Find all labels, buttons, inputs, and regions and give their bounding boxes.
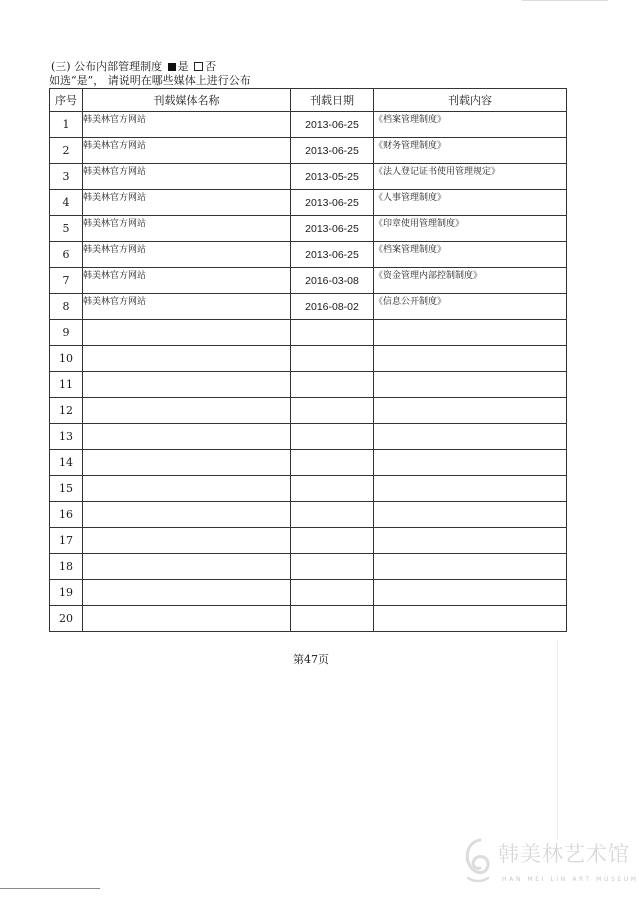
cell-media-name	[83, 580, 291, 606]
cell-publish-date	[291, 320, 374, 346]
table-body	[50, 112, 567, 632]
no-option-label: 否	[205, 60, 217, 73]
cell-publish-date: 2016-03-08	[291, 268, 374, 294]
cell-serial: 9	[50, 320, 83, 346]
cell-media-name	[83, 606, 291, 632]
column-header-date: 刊载日期	[291, 89, 374, 112]
cell-media-name: 韩美林官方网站	[83, 138, 291, 164]
cell-serial: 6	[50, 242, 83, 268]
cell-publish-content: 《人事管理制度》	[374, 190, 567, 216]
cell-serial: 4	[50, 190, 83, 216]
publication-table	[49, 88, 567, 632]
cell-serial: 5	[50, 216, 83, 242]
cell-media-name	[83, 528, 291, 554]
column-header-serial: 序号	[50, 89, 83, 112]
disclosure-question	[51, 60, 251, 74]
cell-publish-date: 2016-08-02	[291, 294, 374, 320]
cell-serial: 14	[50, 450, 83, 476]
cell-publish-content	[374, 424, 567, 450]
cell-serial: 15	[50, 476, 83, 502]
table-row	[50, 424, 567, 450]
table-row	[50, 528, 567, 554]
cell-publish-content: 《档案管理制度》	[374, 242, 567, 268]
cell-publish-content	[374, 398, 567, 424]
table-header-row	[50, 89, 567, 112]
table-row	[50, 476, 567, 502]
section-header	[49, 60, 251, 88]
cell-media-name	[83, 424, 291, 450]
cell-media-name: 韩美林官方网站	[83, 112, 291, 138]
table-row	[50, 190, 567, 216]
cell-publish-date: 2013-06-25	[291, 112, 374, 138]
column-header-media: 刊载媒体名称	[83, 89, 291, 112]
table-row	[50, 450, 567, 476]
swirl-logo-icon	[460, 834, 496, 886]
cell-media-name	[83, 372, 291, 398]
cell-serial: 7	[50, 268, 83, 294]
table-row	[50, 606, 567, 632]
cell-publish-date	[291, 606, 374, 632]
cell-serial: 18	[50, 554, 83, 580]
cell-media-name	[83, 502, 291, 528]
table-row	[50, 242, 567, 268]
cell-publish-date	[291, 372, 374, 398]
checkbox-no-empty-icon	[194, 62, 203, 71]
museum-watermark	[460, 828, 639, 894]
cell-serial: 10	[50, 346, 83, 372]
cell-publish-content	[374, 450, 567, 476]
cell-publish-date	[291, 502, 374, 528]
cell-publish-date: 2013-06-25	[291, 216, 374, 242]
cell-media-name	[83, 346, 291, 372]
cell-media-name: 韩美林官方网站	[83, 268, 291, 294]
table-row	[50, 294, 567, 320]
cell-publish-content: 《资金管理内部控制制度》	[374, 268, 567, 294]
cell-publish-date	[291, 476, 374, 502]
cell-publish-content: 《印章使用管理制度》	[374, 216, 567, 242]
cell-publish-date: 2013-06-25	[291, 138, 374, 164]
cell-media-name: 韩美林官方网站	[83, 242, 291, 268]
cell-publish-date	[291, 554, 374, 580]
cell-publish-date: 2013-06-25	[291, 190, 374, 216]
checkbox-yes-checked-icon	[168, 63, 176, 71]
cell-publish-content	[374, 502, 567, 528]
cell-publish-date	[291, 424, 374, 450]
table-row	[50, 346, 567, 372]
cell-media-name: 韩美林官方网站	[83, 216, 291, 242]
table-row	[50, 580, 567, 606]
scan-edge-line-bottom	[0, 888, 100, 889]
disclosure-question-label: (三) 公布内部管理制度	[51, 60, 163, 73]
cell-serial: 19	[50, 580, 83, 606]
table-row	[50, 164, 567, 190]
cell-publish-date	[291, 346, 374, 372]
cell-serial: 1	[50, 112, 83, 138]
cell-publish-content	[374, 372, 567, 398]
cell-publish-content	[374, 320, 567, 346]
yes-option-label: 是	[177, 60, 189, 73]
cell-publish-date	[291, 528, 374, 554]
cell-media-name	[83, 320, 291, 346]
cell-publish-content	[374, 554, 567, 580]
column-header-content: 刊载内容	[374, 89, 567, 112]
cell-publish-content	[374, 606, 567, 632]
cell-serial: 11	[50, 372, 83, 398]
scan-edge-line-right	[557, 640, 558, 840]
cell-media-name	[83, 398, 291, 424]
cell-serial: 12	[50, 398, 83, 424]
cell-media-name	[83, 554, 291, 580]
cell-publish-date	[291, 450, 374, 476]
cell-media-name	[83, 450, 291, 476]
cell-publish-date	[291, 580, 374, 606]
cell-serial: 8	[50, 294, 83, 320]
watermark-name-cn: 韩美林艺术馆	[498, 842, 630, 866]
cell-publish-content	[374, 476, 567, 502]
cell-serial: 2	[50, 138, 83, 164]
cell-publish-content	[374, 528, 567, 554]
cell-media-name	[83, 476, 291, 502]
cell-publish-content	[374, 346, 567, 372]
cell-media-name: 韩美林官方网站	[83, 294, 291, 320]
cell-publish-date: 2013-06-25	[291, 242, 374, 268]
table-row	[50, 502, 567, 528]
page-number: 第47页	[293, 653, 329, 666]
cell-serial: 20	[50, 606, 83, 632]
cell-serial: 17	[50, 528, 83, 554]
cell-serial: 3	[50, 164, 83, 190]
cell-publish-date	[291, 398, 374, 424]
table-row	[50, 554, 567, 580]
cell-publish-content: 《财务管理制度》	[374, 138, 567, 164]
cell-publish-content: 《档案管理制度》	[374, 112, 567, 138]
cell-media-name: 韩美林官方网站	[83, 164, 291, 190]
table-row	[50, 112, 567, 138]
table-row	[50, 320, 567, 346]
cell-publish-date: 2013-05-25	[291, 164, 374, 190]
cell-publish-content: 《法人登记证书使用管理规定》	[374, 164, 567, 190]
cell-media-name: 韩美林官方网站	[83, 190, 291, 216]
cell-publish-content	[374, 580, 567, 606]
cell-publish-content: 《信息公开制度》	[374, 294, 567, 320]
table-row	[50, 268, 567, 294]
cell-serial: 16	[50, 502, 83, 528]
watermark-name-en: HAN MEI LIN ART MUSEUM	[502, 876, 639, 883]
scan-edge-line-top	[522, 0, 608, 1]
table-row	[50, 138, 567, 164]
disclosure-instruction: 如选“是”， 请说明在哪些媒体上进行公布	[49, 74, 251, 87]
cell-serial: 13	[50, 424, 83, 450]
table-row	[50, 372, 567, 398]
table-row	[50, 398, 567, 424]
table-row	[50, 216, 567, 242]
